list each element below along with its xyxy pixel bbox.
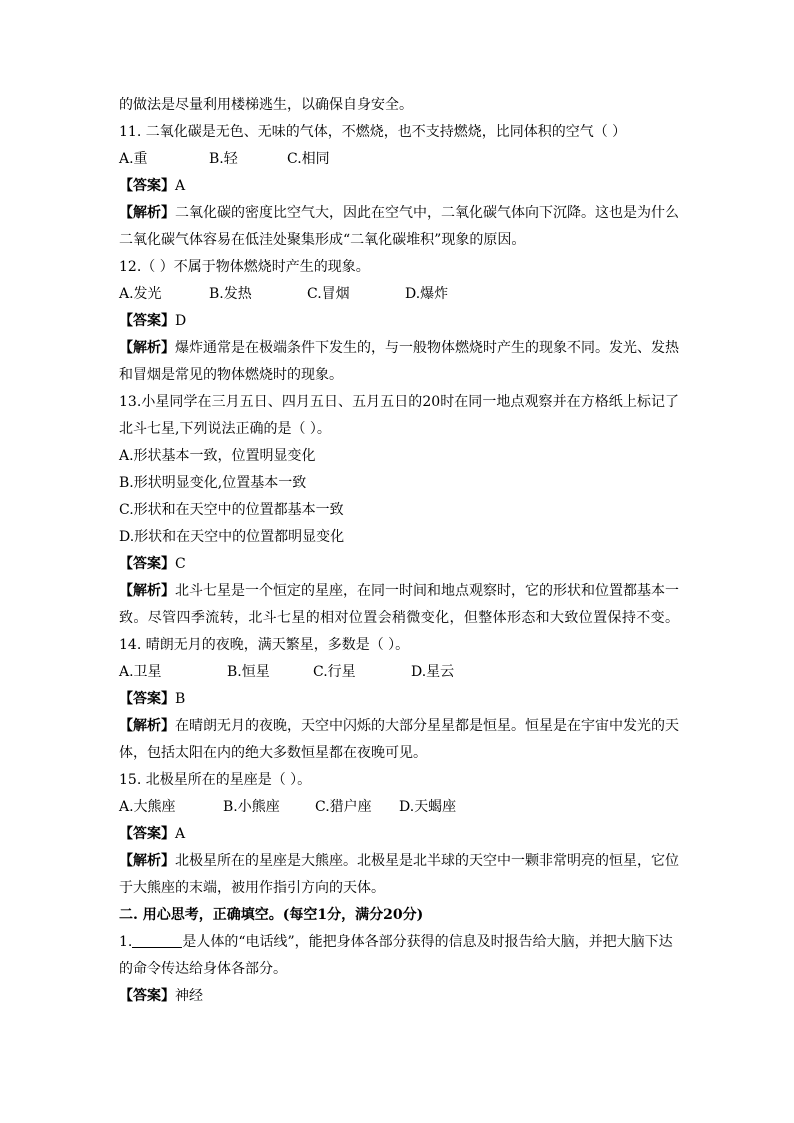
page-content bbox=[119, 92, 679, 1010]
answer-tag: 【答案】 bbox=[119, 988, 175, 1004]
question-11-options bbox=[119, 146, 679, 173]
answer-line bbox=[119, 983, 679, 1010]
option-d: D.爆炸 bbox=[405, 286, 449, 302]
question-14: 14. 晴朗无月的夜晚，满天繁星，多数是（ ）。 bbox=[119, 637, 410, 653]
option-c: C.猎户座 bbox=[315, 799, 372, 815]
explanation-line: 【解析】二氧化碳的密度比空气大，因此在空气中，二氧化碳气体向下沉降。这也是为什么 bbox=[119, 205, 679, 221]
answer-tag: 【答案】 bbox=[119, 826, 175, 842]
answer-value: A bbox=[175, 178, 186, 194]
question-12: 12.（ ）不属于物体燃烧时产生的现象。 bbox=[119, 259, 370, 275]
answer-line bbox=[119, 308, 679, 335]
option-c: C.相同 bbox=[287, 151, 330, 167]
option-a: A.形状基本一致，位置明显变化 bbox=[119, 448, 316, 464]
option-c: C.形状和在天空中的位置都基本一致 bbox=[119, 502, 344, 518]
answer-tag: 【答案】 bbox=[119, 691, 175, 707]
fill-question-1: 1. 是人体的“电话线”，能把身体各部分获得的信息及时报告给大脑，并把大脑下达 bbox=[119, 934, 673, 950]
answer-tag: 【答案】 bbox=[119, 178, 175, 194]
fill-blank bbox=[132, 933, 182, 948]
option-b: B.发热 bbox=[209, 286, 252, 302]
option-a: A.卫星 bbox=[119, 664, 162, 680]
question-14-options bbox=[119, 659, 679, 686]
question-12-options bbox=[119, 281, 679, 308]
question-15: 15. 北极星所在的星座是（ ）。 bbox=[119, 772, 312, 788]
text-line: 的做法是尽量利用楼梯逃生，以确保自身安全。 bbox=[119, 97, 413, 113]
option-c: C.冒烟 bbox=[307, 286, 350, 302]
answer-value: 神经 bbox=[175, 988, 203, 1004]
explanation-tag: 【解析】 bbox=[119, 853, 175, 869]
option-d: D.星云 bbox=[411, 664, 455, 680]
explanation-tag: 【解析】 bbox=[119, 205, 175, 221]
answer-tag: 【答案】 bbox=[119, 556, 175, 572]
option-b: B.恒星 bbox=[227, 664, 270, 680]
fill-question-1-cont: 的命令传达给身体各部分。 bbox=[119, 961, 287, 977]
option-b: B.轻 bbox=[209, 151, 238, 167]
explanation-line: 【解析】北极星所在的星座是大熊座。北极星是北半球的天空中一颗非常明亮的恒星，它位 bbox=[119, 853, 679, 869]
answer-line bbox=[119, 686, 679, 713]
explanation-line: 和冒烟是常见的物体燃烧时的现象。 bbox=[119, 367, 343, 383]
answer-line bbox=[119, 551, 679, 578]
question-11: 11. 二氧化碳是无色、无味的气体，不燃烧，也不支持燃烧，比同体积的空气（ ） bbox=[119, 124, 627, 140]
explanation-tag: 【解析】 bbox=[119, 718, 175, 734]
explanation-line: 【解析】在晴朗无月的夜晚，天空中闪烁的大部分星星都是恒星。恒星是在宇宙中发光的天 bbox=[119, 718, 679, 734]
option-d: D.天蝎座 bbox=[399, 799, 457, 815]
section-heading: 二. 用心思考，正确填空。(每空1分，满分20分) bbox=[119, 907, 424, 923]
answer-value: D bbox=[175, 313, 187, 329]
option-b: B.形状明显变化,位置基本一致 bbox=[119, 475, 307, 491]
answer-value: A bbox=[175, 826, 186, 842]
explanation-line: 【解析】北斗七星是一个恒定的星座，在同一时间和地点观察时，它的形状和位置都基本一 bbox=[119, 583, 679, 599]
explanation-line: 于大熊座的末端，被用作指引方向的天体。 bbox=[119, 880, 385, 896]
answer-line bbox=[119, 821, 679, 848]
explanation-line: 【解析】爆炸通常是在极端条件下发生的，与一般物体燃烧时产生的现象不同。发光、发热 bbox=[119, 340, 679, 356]
option-c: C.行星 bbox=[313, 664, 356, 680]
explanation-tag: 【解析】 bbox=[119, 583, 175, 599]
answer-line bbox=[119, 173, 679, 200]
question-13-cont: 北斗七星,下列说法正确的是（ ）。 bbox=[119, 421, 331, 437]
explanation-line: 体，包括太阳在内的绝大多数恒星都在夜晚可见。 bbox=[119, 745, 427, 761]
question-13: 13.小星同学在三月五日、四月五日、五月五日的20时在同一地点观察并在方格纸上标记了 bbox=[119, 394, 679, 410]
option-a: A.重 bbox=[119, 151, 148, 167]
explanation-line: 二氧化碳气体容易在低洼处聚集形成“二氧化碳堆积”现象的原因。 bbox=[119, 232, 526, 248]
option-a: A.发光 bbox=[119, 286, 162, 302]
option-d: D.形状和在天空中的位置都明显变化 bbox=[119, 529, 345, 545]
question-15-options bbox=[119, 794, 679, 821]
answer-value: B bbox=[175, 691, 186, 707]
answer-tag: 【答案】 bbox=[119, 313, 175, 329]
answer-value: C bbox=[175, 556, 186, 572]
explanation-tag: 【解析】 bbox=[119, 340, 175, 356]
option-b: B.小熊座 bbox=[223, 799, 280, 815]
option-a: A.大熊座 bbox=[119, 799, 176, 815]
explanation-line: 致。尽管四季流转，北斗七星的相对位置会稍微变化，但整体形态和大致位置保持不变。 bbox=[119, 610, 679, 626]
